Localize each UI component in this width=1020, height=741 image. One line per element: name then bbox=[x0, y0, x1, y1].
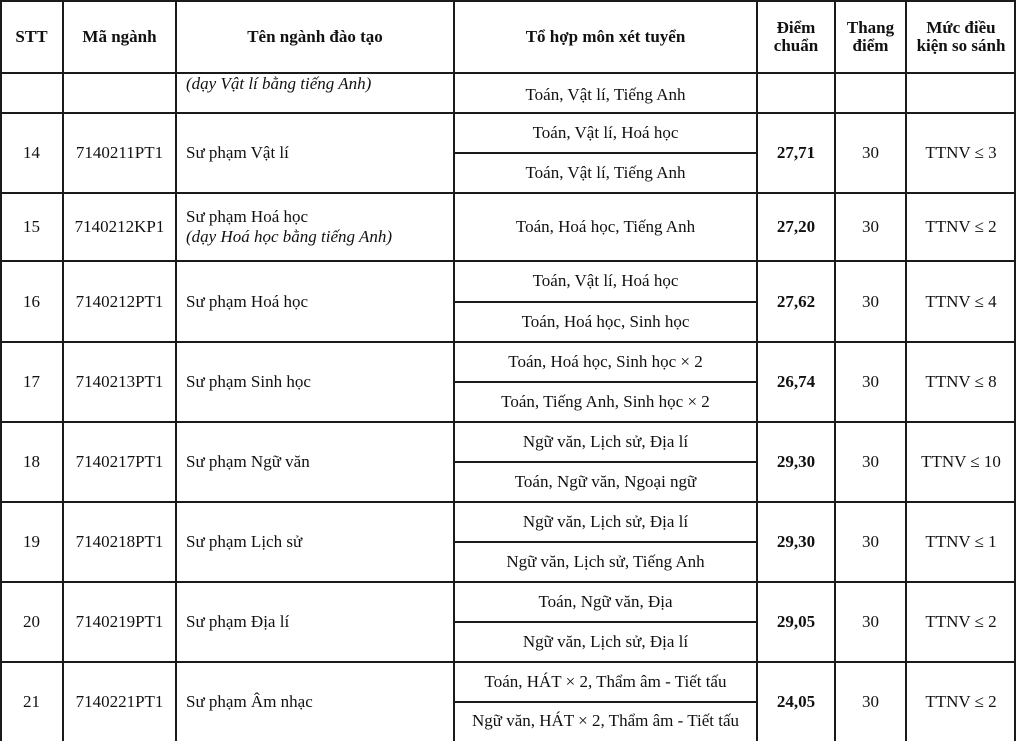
scale-cell bbox=[835, 582, 906, 662]
cutoff-score: 24,05 bbox=[776, 691, 816, 711]
code-cell bbox=[63, 662, 176, 741]
stt-value: 20 bbox=[23, 612, 40, 631]
scale-cell bbox=[835, 662, 906, 741]
condition-cell bbox=[906, 502, 1016, 582]
condition-cell bbox=[906, 422, 1016, 502]
header-ten-nganh-label: Tên ngành đào tạo bbox=[247, 26, 383, 46]
score-cell bbox=[757, 113, 835, 193]
major-name-cell bbox=[186, 422, 454, 502]
subject-combo-cell bbox=[454, 193, 757, 261]
header-to-hop bbox=[454, 0, 757, 73]
subject-combo-cell bbox=[454, 302, 757, 343]
major-name-cell bbox=[186, 582, 454, 662]
header-ma-nganh bbox=[63, 0, 176, 73]
row-border bbox=[0, 581, 1016, 583]
header-diem-chuan-label: Điểm chuẩn bbox=[773, 17, 819, 55]
major-name: Sư phạm Âm nhạc bbox=[186, 691, 313, 711]
stt-cell bbox=[0, 342, 63, 422]
major-code: 7140211PT1 bbox=[75, 143, 164, 162]
cutoff-score: 29,30 bbox=[776, 532, 816, 551]
subject-combo-cell bbox=[454, 382, 757, 422]
major-name: Sư phạm Sinh học bbox=[186, 372, 311, 391]
major-name: Sư phạm Địa lí bbox=[186, 612, 290, 631]
header-ten-nganh bbox=[176, 0, 454, 73]
scale-cell bbox=[835, 113, 906, 193]
code-cell bbox=[63, 113, 176, 193]
code-cell bbox=[63, 261, 176, 342]
stt-value: 16 bbox=[23, 291, 40, 311]
cutoff-score: 29,30 bbox=[776, 452, 816, 471]
condition-cell bbox=[906, 193, 1016, 261]
subject-combo: Toán, Hoá học, Sinh học bbox=[521, 311, 690, 331]
priority-condition: TTNV ≤ 8 bbox=[925, 372, 997, 391]
scale-cell bbox=[835, 342, 906, 422]
subject-combo: Ngữ văn, Lịch sử, Địa lí bbox=[522, 632, 689, 651]
row-border bbox=[0, 661, 1016, 663]
code-cell bbox=[63, 582, 176, 662]
major-name-block bbox=[186, 207, 392, 247]
subject-combo-cell bbox=[454, 622, 757, 662]
row-border bbox=[0, 260, 1016, 262]
header-diem-chuan bbox=[757, 0, 835, 73]
priority-condition: TTNV ≤ 2 bbox=[925, 612, 997, 631]
major-name: Sư phạm Vật lí bbox=[186, 143, 289, 162]
stt-cell bbox=[0, 582, 63, 662]
major-code: 7140212PT1 bbox=[75, 291, 164, 311]
major-name-cell bbox=[186, 662, 454, 741]
subject-combo-cell bbox=[454, 582, 757, 622]
combo-divider bbox=[454, 381, 757, 383]
major-code: 7140213PT1 bbox=[75, 372, 164, 391]
cutoff-score: 26,74 bbox=[776, 372, 816, 391]
score-scale: 30 bbox=[862, 452, 879, 471]
code-cell bbox=[63, 422, 176, 502]
stt-value: 21 bbox=[23, 691, 40, 711]
subject-combo: Toán, Vật lí, Hoá học bbox=[532, 271, 679, 291]
header-thang-diem bbox=[835, 0, 906, 73]
combo-divider bbox=[454, 301, 757, 303]
major-code: 7140221PT1 bbox=[75, 691, 164, 711]
cutoff-score: 27,62 bbox=[776, 291, 816, 311]
major-name-cell bbox=[186, 261, 454, 342]
subject-combo: Ngữ văn, Lịch sử, Địa lí bbox=[522, 432, 689, 451]
header-stt bbox=[0, 0, 63, 73]
condition-cell bbox=[906, 113, 1016, 193]
subject-combo-cell bbox=[454, 542, 757, 582]
subject-combo: Toán, Tiếng Anh, Sinh học × 2 bbox=[501, 392, 710, 411]
row-border bbox=[0, 341, 1016, 343]
stt-cell bbox=[0, 502, 63, 582]
subject-combo-cell bbox=[454, 462, 757, 502]
row-border bbox=[0, 112, 1016, 114]
subject-combo: Ngữ văn, Lịch sử, Địa lí bbox=[522, 512, 689, 531]
subject-combo: Toán, Hoá học, Sinh học × 2 bbox=[508, 352, 703, 371]
subject-combo-cell bbox=[454, 422, 757, 462]
score-cell bbox=[757, 261, 835, 342]
major-name-block bbox=[186, 692, 313, 712]
subject-combo: Toán, Vật lí, Hoá học bbox=[532, 123, 679, 142]
score-scale: 30 bbox=[862, 612, 879, 631]
stt-value: 15 bbox=[23, 217, 40, 236]
header-muc-dieu-kien-label: Mức điều kiện so sánh bbox=[916, 17, 1006, 55]
subject-combo-cell bbox=[454, 261, 757, 302]
code-cell bbox=[63, 193, 176, 261]
subject-combo: Ngữ văn, Lịch sử, Tiếng Anh bbox=[506, 552, 705, 571]
stt-value: 17 bbox=[23, 372, 40, 391]
row-border bbox=[0, 421, 1016, 423]
major-name: Sư phạm Hoá học bbox=[186, 291, 309, 311]
scale-cell bbox=[835, 193, 906, 261]
code-cell bbox=[63, 342, 176, 422]
code-cell bbox=[63, 502, 176, 582]
cutoff-score: 29,05 bbox=[776, 612, 816, 631]
header-to-hop-label: Tổ hợp môn xét tuyển bbox=[525, 26, 686, 46]
subject-combo-cell bbox=[454, 342, 757, 382]
combo-divider bbox=[454, 621, 757, 623]
scale-cell bbox=[835, 502, 906, 582]
major-name: Sư phạm Hoá học bbox=[186, 207, 309, 226]
subject-combo: Ngữ văn, HÁT × 2, Thẩm âm - Tiết tấu bbox=[471, 711, 740, 731]
major-code: 7140212KP1 bbox=[74, 217, 165, 236]
priority-condition: TTNV ≤ 4 bbox=[925, 291, 997, 311]
major-name-cell bbox=[186, 193, 454, 261]
major-name-cell bbox=[186, 342, 454, 422]
stt-value: 14 bbox=[23, 143, 40, 162]
score-scale: 30 bbox=[862, 372, 879, 391]
continuation-name bbox=[186, 73, 454, 113]
subject-combo-cell bbox=[454, 702, 757, 741]
subject-combo: Toán, Vật lí, Tiếng Anh bbox=[525, 163, 686, 182]
major-name-block bbox=[186, 143, 289, 163]
condition-cell bbox=[906, 342, 1016, 422]
stt-value: 19 bbox=[23, 532, 40, 551]
subject-combo-cell bbox=[454, 113, 757, 153]
major-code: 7140218PT1 bbox=[75, 532, 164, 551]
stt-value: 18 bbox=[23, 452, 40, 471]
stt-cell bbox=[0, 662, 63, 741]
table-top-border bbox=[0, 0, 1016, 2]
major-name-block bbox=[186, 612, 289, 632]
priority-condition: TTNV ≤ 2 bbox=[925, 691, 997, 711]
priority-condition: TTNV ≤ 1 bbox=[925, 532, 997, 551]
condition-cell bbox=[906, 261, 1016, 342]
priority-condition: TTNV ≤ 3 bbox=[925, 143, 997, 162]
row-border bbox=[0, 192, 1016, 194]
major-name-cell bbox=[186, 502, 454, 582]
major-name-block bbox=[186, 372, 311, 392]
cutoff-score: 27,71 bbox=[776, 143, 816, 162]
subject-combo-cell bbox=[454, 153, 757, 193]
combo-divider bbox=[454, 461, 757, 463]
major-name-cell bbox=[186, 113, 454, 193]
score-cell bbox=[757, 662, 835, 741]
major-name-block bbox=[186, 452, 310, 472]
combo-divider bbox=[454, 701, 757, 703]
subject-combo-cell bbox=[454, 662, 757, 702]
subject-combo: Toán, Ngữ văn, Địa bbox=[538, 592, 673, 611]
subject-combo-cell bbox=[454, 502, 757, 542]
stt-cell bbox=[0, 193, 63, 261]
combo-divider bbox=[454, 541, 757, 543]
subject-combo: Toán, Ngữ văn, Ngoại ngữ bbox=[514, 472, 697, 491]
score-cell bbox=[757, 502, 835, 582]
score-cell bbox=[757, 582, 835, 662]
major-name: Sư phạm Lịch sử bbox=[186, 532, 303, 551]
continuation-combo-label: Toán, Vật lí, Tiếng Anh bbox=[525, 85, 686, 104]
continuation-combo bbox=[454, 73, 757, 113]
header-bottom-border bbox=[0, 72, 1016, 74]
score-scale: 30 bbox=[862, 217, 879, 236]
scale-cell bbox=[835, 261, 906, 342]
score-cell bbox=[757, 422, 835, 502]
condition-cell bbox=[906, 582, 1016, 662]
header-muc-dieu-kien bbox=[906, 0, 1016, 73]
priority-condition: TTNV ≤ 2 bbox=[925, 217, 997, 236]
major-code: 7140219PT1 bbox=[75, 612, 164, 631]
condition-cell bbox=[906, 662, 1016, 741]
combo-divider bbox=[454, 152, 757, 154]
major-name: Sư phạm Ngữ văn bbox=[186, 452, 310, 471]
continuation-name-note: (dạy Vật lí bằng tiếng Anh) bbox=[186, 74, 372, 93]
scale-cell bbox=[835, 422, 906, 502]
cutoff-score: 27,20 bbox=[776, 217, 816, 236]
header-thang-diem-label: Thang điểm bbox=[846, 17, 895, 55]
stt-cell bbox=[0, 113, 63, 193]
score-scale: 30 bbox=[862, 691, 879, 711]
subject-combo: Toán, HÁT × 2, Thẩm âm - Tiết tấu bbox=[484, 671, 727, 691]
row-border bbox=[0, 501, 1016, 503]
score-scale: 30 bbox=[862, 532, 879, 551]
header-ma-nganh-label: Mã ngành bbox=[82, 26, 157, 46]
score-cell bbox=[757, 193, 835, 261]
stt-cell bbox=[0, 422, 63, 502]
score-cell bbox=[757, 342, 835, 422]
major-name-block bbox=[186, 292, 308, 312]
stt-cell bbox=[0, 261, 63, 342]
header-stt-label: STT bbox=[15, 26, 48, 46]
score-scale: 30 bbox=[862, 291, 879, 311]
subject-combo: Toán, Hoá học, Tiếng Anh bbox=[515, 217, 696, 236]
major-name-block bbox=[186, 532, 302, 552]
major-code: 7140217PT1 bbox=[75, 452, 164, 471]
major-name-note: (dạy Hoá học bằng tiếng Anh) bbox=[186, 227, 393, 246]
priority-condition: TTNV ≤ 10 bbox=[921, 452, 1001, 471]
score-scale: 30 bbox=[862, 143, 879, 162]
